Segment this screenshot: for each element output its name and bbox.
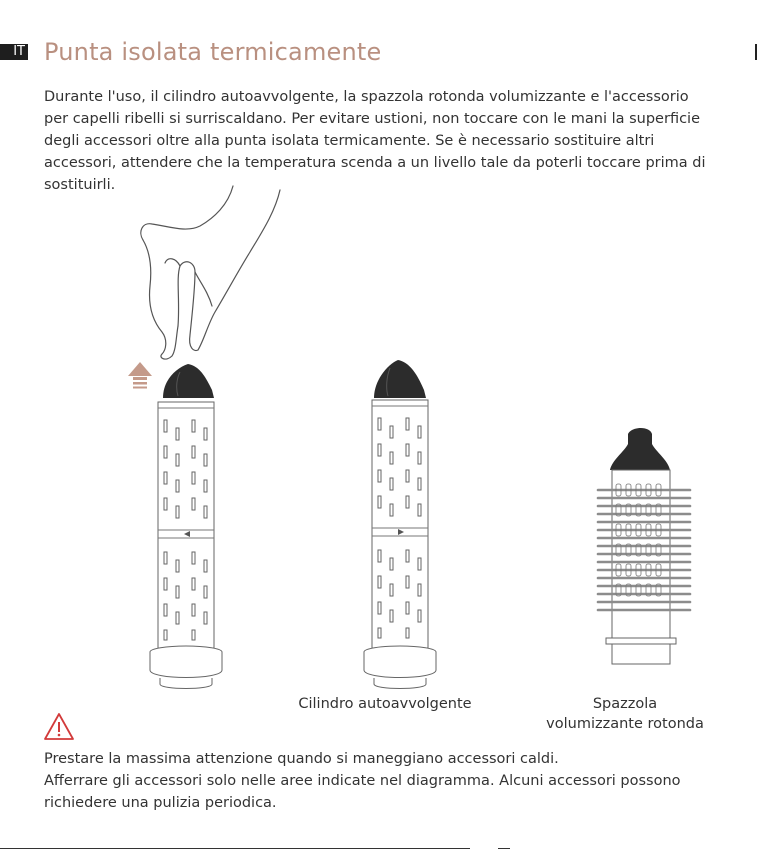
caption-cylinder: Cilindro autoavvolgente: [298, 696, 472, 712]
spazzola-volumizzante-rotonda: [598, 428, 690, 664]
warning-text: [44, 748, 724, 814]
language-tab: IT: [0, 44, 28, 60]
accessories-illustration: [0, 180, 757, 700]
warning-triangle-icon: [43, 712, 75, 742]
warning-line-2: Afferrare gli accessori solo nelle aree indicate nel diagramma. Alcuni accessori possono richiedere una pulizia periodica.: [44, 773, 681, 811]
warning-line-1: Prestare la massima attenzione quando si maneggiano accessori caldi.: [44, 751, 559, 767]
caption-brush-line2: volumizzante rotonda: [546, 716, 704, 732]
up-arrow-icon: [128, 362, 152, 389]
caption-brush-line1: Spazzola: [592, 696, 658, 712]
page-title: Punta isolata termicamente: [44, 38, 382, 66]
footer-rule: [0, 848, 470, 849]
cylinder-with-tip-lifted: [150, 364, 222, 689]
intro-paragraph: Durante l'uso, il cilindro autoavvolgente, la spazzola rotonda volumizzante e l'accessorio per capelli ribelli si surriscaldano. Per evitare ustioni, non toccare con le mani la superficie degli accessori oltre alla punta isolata termicamente. Se è necessario sostituire altri accessori, attendere che la temperatura scenda a un livello tale da poterli toccare prima di sostituirli.: [44, 89, 706, 193]
hand-icon: [141, 186, 280, 359]
cylinder-autoavvolgente: [364, 360, 436, 689]
caption-brush: [535, 694, 715, 734]
footer-mark: [498, 848, 510, 849]
